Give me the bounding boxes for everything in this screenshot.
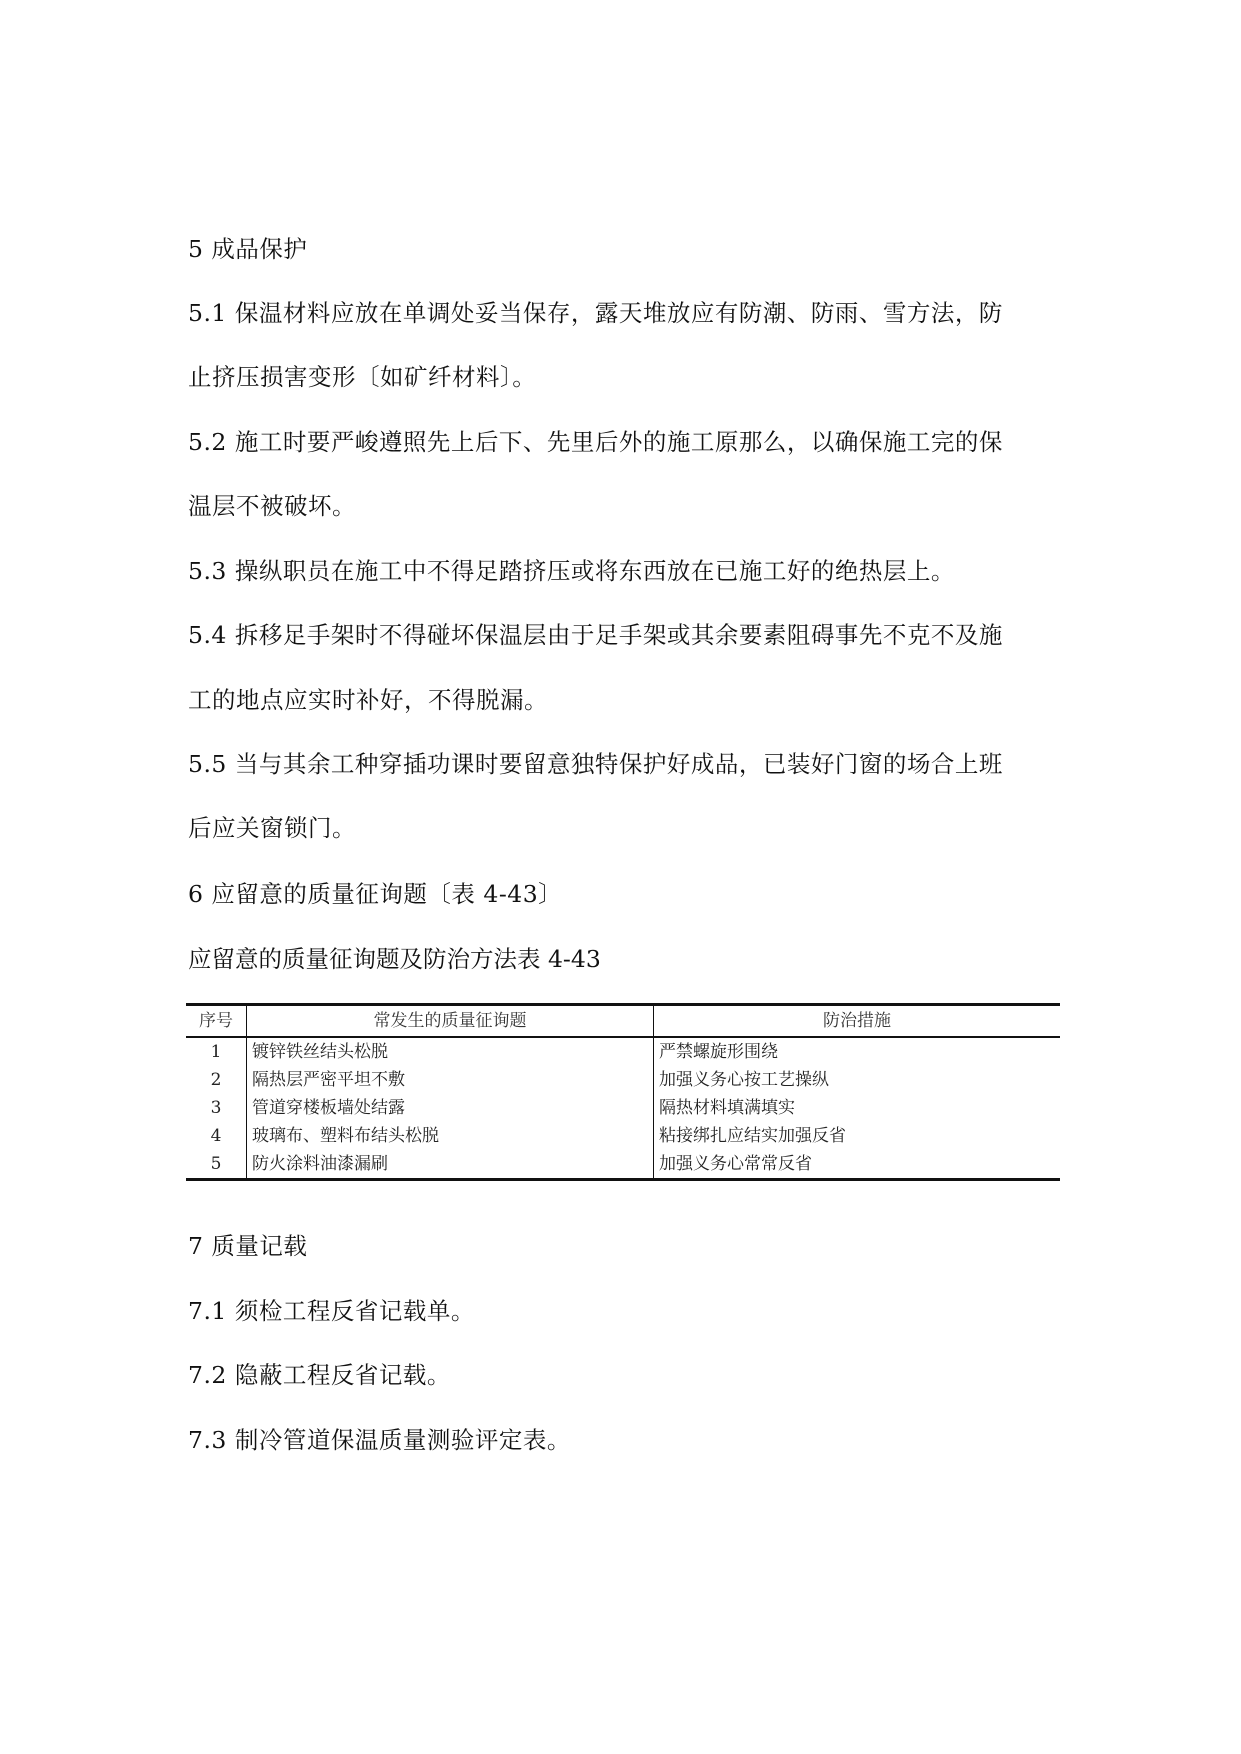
header-measure: 防治措施 [823,1011,891,1031]
cell-measure: 隔热材料填满填实 [659,1098,795,1118]
header-problem: 常发生的质量征询题 [247,1005,654,1038]
cell-problem: 防火涂料油漆漏刷 [247,1150,654,1180]
cell-number: 1 [186,1037,247,1066]
table-caption: 应留意的质量征询题及防治方法表 4-43 [188,945,601,973]
section-5-heading: 5 成品保护 [188,235,308,263]
paragraph-5-2-line-2: 温层不被破坏。 [188,492,356,520]
section-6-heading: 6 应留意的质量征询题〔表 4-43〕 [188,880,563,908]
table-row [186,1150,1060,1180]
section-7-heading: 7 质量记载 [188,1232,308,1260]
cell-problem: 玻璃布、塑料布结头松脱 [247,1122,654,1150]
cell-measure: 加强义务心常常反省 [659,1154,812,1174]
paragraph-5-4-line-1: 5.4 拆移足手架时不得碰坏保温层由于足手架或其余要素阻碍事先不克不及施 [188,621,1003,649]
quality-issues-table [186,1003,1060,1181]
header-number: 序号 [186,1005,247,1038]
cell-number: 3 [186,1094,247,1122]
table-row [186,1094,1060,1122]
paragraph-7-2: 7.2 隐蔽工程反省记载。 [188,1361,451,1389]
paragraph-5-1-line-2: 止挤压损害变形〔如矿纤材料〕。 [188,363,537,391]
table-header-row [186,1005,1060,1038]
cell-problem: 镀锌铁丝结头松脱 [247,1037,654,1066]
cell-problem: 隔热层严密平坦不敷 [247,1066,654,1094]
cell-measure: 粘接绑扎应结实加强反省 [659,1126,846,1146]
cell-measure: 严禁螺旋形围绕 [659,1042,778,1062]
paragraph-7-1: 7.1 须检工程反省记载单。 [188,1297,475,1325]
paragraph-7-3: 7.3 制冷管道保温质量测验评定表。 [188,1426,571,1454]
cell-measure: 加强义务心按工艺操纵 [659,1070,829,1090]
paragraph-5-5-line-1: 5.5 当与其余工种穿插功课时要留意独特保护好成品，已装好门窗的场合上班 [188,750,1003,778]
cell-problem: 管道穿楼板墙处结露 [247,1094,654,1122]
paragraph-5-2-line-1: 5.2 施工时要严峻遵照先上后下、先里后外的施工原那么，以确保施工完的保 [188,428,1003,456]
cell-number: 2 [186,1066,247,1094]
paragraph-5-4-line-2: 工的地点应实时补好，不得脱漏。 [188,686,548,714]
paragraph-5-1-line-1: 5.1 保温材料应放在单调处妥当保存，露天堆放应有防潮、防雨、雪方法，防 [188,299,1003,327]
cell-number: 5 [186,1150,247,1180]
paragraph-5-3: 5.3 操纵职员在施工中不得足踏挤压或将东西放在已施工好的绝热层上。 [188,557,955,585]
paragraph-5-5-line-2: 后应关窗锁门。 [188,814,356,842]
table-row [186,1066,1060,1094]
cell-number: 4 [186,1122,247,1150]
table-row [186,1037,1060,1066]
table-row [186,1122,1060,1150]
